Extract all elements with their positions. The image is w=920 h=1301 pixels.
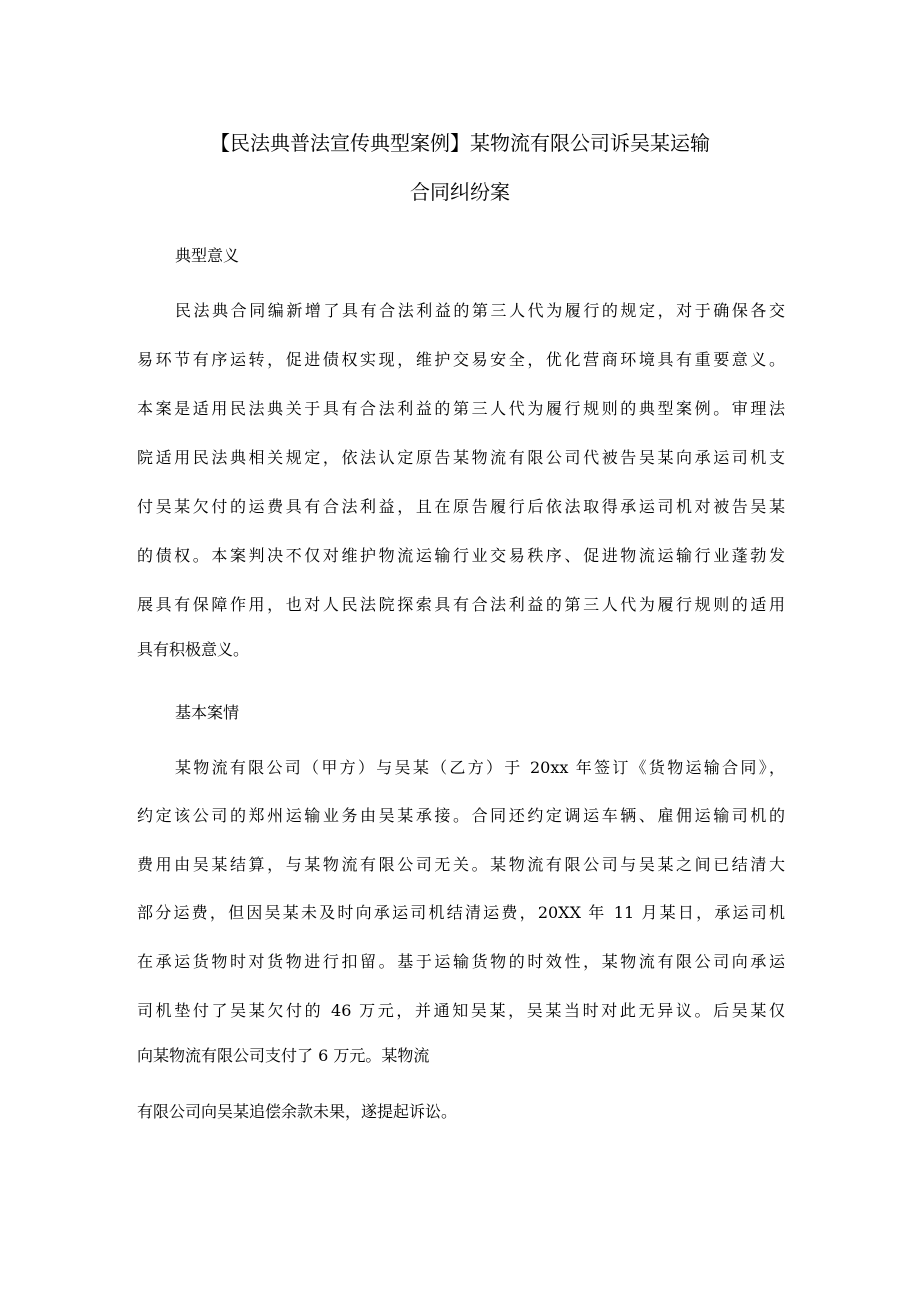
paragraph-line: 在承运货物时对货物进行扣留。基于运输货物的时效性，某物流有限公司向承运 — [137, 952, 785, 971]
section-heading-facts: 基本案情 — [175, 703, 240, 722]
paragraph-line: 费用由吴某结算，与某物流有限公司无关。某物流有限公司与吴某之间已结清大 — [137, 855, 785, 874]
document-title-line-2: 合同纠纷案 — [410, 180, 510, 204]
paragraph-line: 具有积极意义。 — [137, 640, 250, 659]
section-heading-significance: 典型意义 — [175, 246, 240, 265]
paragraph-line: 某物流有限公司（甲方）与吴某（乙方）于 20xx 年签订《货物运输合同》， — [175, 758, 785, 777]
paragraph-line: 的债权。本案判决不仅对维护物流运输行业交易秩序、促进物流运输行业蓬勃发 — [137, 546, 785, 565]
paragraph-line: 部分运费，但因吴某未及时向承运司机结清运费，20XX 年 11 月某日，承运司机 — [137, 903, 785, 922]
paragraph-line: 易环节有序运转，促进债权实现，维护交易安全，优化营商环境具有重要意义。 — [137, 350, 785, 369]
paragraph-line: 有限公司向吴某追偿余款未果，遂提起诉讼。 — [137, 1102, 458, 1121]
paragraph-line: 约定该公司的郑州运输业务由吴某承接。合同还约定调运车辆、雇佣运输司机的 — [137, 806, 785, 825]
paragraph-line: 民法典合同编新增了具有合法利益的第三人代为履行的规定，对于确保各交 — [175, 301, 785, 320]
paragraph-line: 展具有保障作用，也对人民法院探索具有合法利益的第三人代为履行规则的适用 — [137, 595, 785, 614]
paragraph-line: 向某物流有限公司支付了 6 万元。某物流 — [137, 1046, 430, 1065]
paragraph-line: 院适用民法典相关规定，依法认定原告某物流有限公司代被告吴某向承运司机支 — [137, 448, 785, 467]
document-title-line-1: 【民法典普法宣传典型案例】某物流有限公司诉吴某运输 — [210, 131, 710, 155]
paragraph-line: 本案是适用民法典关于具有合法利益的第三人代为履行规则的典型案例。审理法 — [137, 399, 785, 418]
paragraph-line: 司机垫付了吴某欠付的 46 万元，并通知吴某，吴某当时对此无异议。后吴某仅 — [137, 1001, 785, 1020]
paragraph-line: 付吴某欠付的运费具有合法利益，且在原告履行后依法取得承运司机对被告吴某 — [137, 497, 785, 516]
